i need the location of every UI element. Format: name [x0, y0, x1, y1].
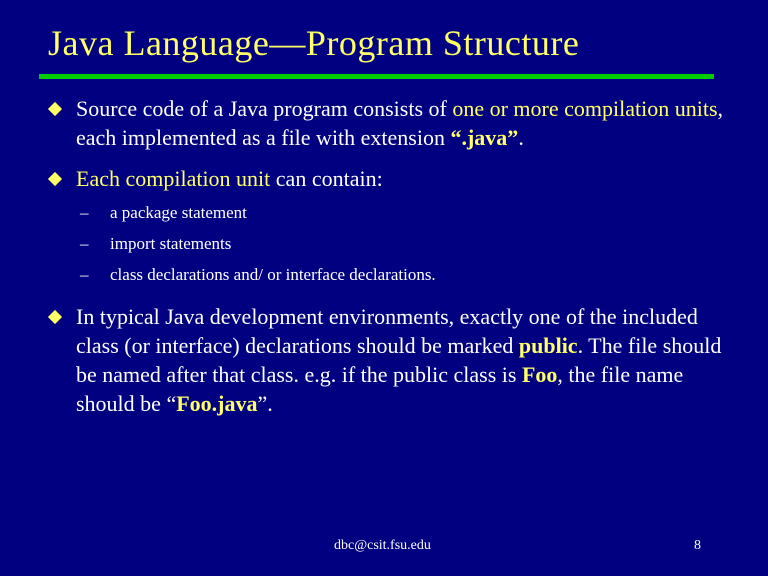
bullet-text: . [518, 125, 524, 150]
sub-item [76, 197, 734, 228]
dash-icon: – [80, 234, 89, 253]
sub-item-label: class declarations and/ or interface declarations. [110, 265, 436, 284]
bullet-text: , the file name should be “ [76, 362, 684, 416]
highlight-text: Foo [521, 362, 558, 387]
diamond-bullet-icon [48, 310, 62, 324]
sub-item-label: a package statement [110, 203, 247, 222]
bullet-text: . The file should be named after that class. e.g. if the public class is [76, 333, 722, 387]
sub-list [76, 197, 734, 290]
highlight-text: one or more compilation units [452, 96, 718, 121]
diamond-bullet-icon [48, 172, 62, 186]
bullet-text: Source code of a Java program consists of [76, 96, 453, 121]
bullet-public-class [44, 302, 734, 418]
slide-content [44, 94, 734, 418]
page-number: 8 [694, 538, 701, 553]
bullet-text: ”. [257, 391, 273, 416]
diamond-bullet-icon [48, 102, 62, 116]
sub-item [76, 259, 734, 290]
highlight-text: Foo.java [176, 391, 258, 416]
bullet-text: , each implemented as a file with extension [76, 96, 724, 150]
title-divider [39, 74, 714, 79]
highlight-text: Each compilation unit [76, 166, 271, 191]
bullet-unit-contents [44, 164, 734, 290]
bullet-compilation-units [44, 94, 734, 152]
highlight-text: public [518, 333, 578, 358]
footer-email: dbc@csit.fsu.edu [334, 538, 431, 553]
dash-icon: – [80, 265, 89, 284]
bullet-text: In typical Java development environments, exactly one of the included class (or interface) declarations should be marked [76, 304, 698, 358]
dash-icon: – [80, 203, 89, 222]
sub-item-label: import statements [110, 234, 232, 253]
highlight-text: “.java” [450, 125, 519, 150]
bullet-text: can contain: [270, 166, 383, 191]
sub-item [76, 228, 734, 259]
slide-title: Java Language—Program Structure [48, 23, 580, 63]
